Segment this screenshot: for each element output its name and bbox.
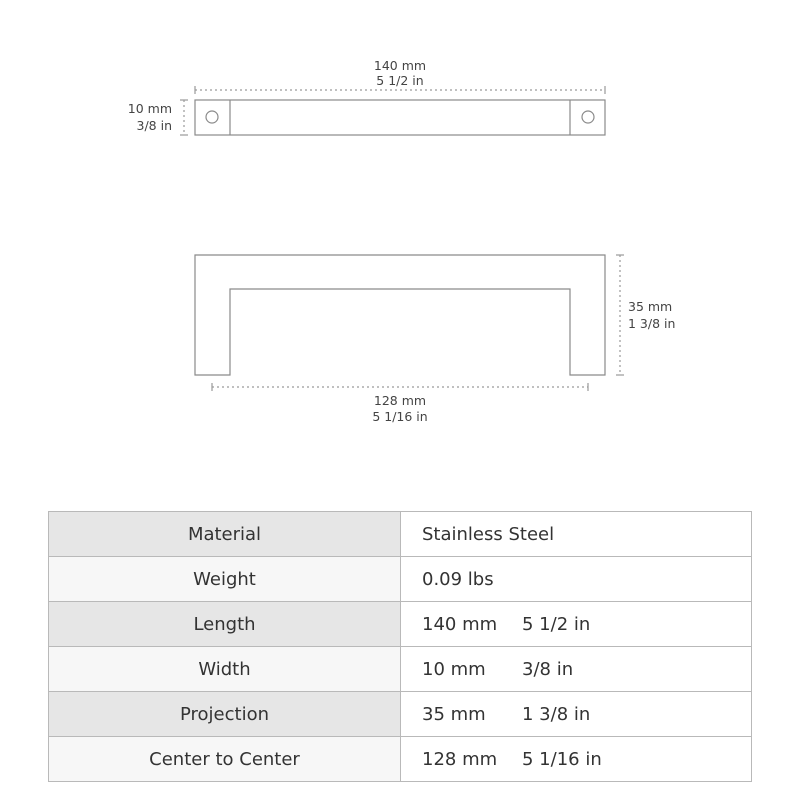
spec-imperial: 3/8 in (522, 658, 574, 680)
top-length-mm: 140 mm (373, 58, 427, 73)
center-in: 5 1/16 in (372, 409, 428, 424)
spec-imperial: 5 1/2 in (522, 613, 591, 635)
projection-in: 1 3/8 in (628, 316, 676, 331)
spec-value (401, 647, 752, 692)
screw-hole-right-icon (582, 111, 594, 123)
spec-table (48, 511, 752, 782)
top-length-in: 5 1/2 in (376, 73, 424, 88)
handle-top-view (195, 100, 605, 135)
spec-value: 0.09 lbs (401, 557, 752, 602)
spec-metric: 128 mm (422, 748, 498, 770)
screw-hole-left-icon (206, 111, 218, 123)
top-width-in: 3/8 in (136, 118, 172, 133)
spec-row-width (49, 647, 752, 692)
spec-label: Material (49, 512, 401, 557)
handle-top-outline (195, 100, 605, 135)
spec-metric: 10 mm (422, 658, 486, 680)
spec-row-material (49, 512, 752, 557)
center-mm: 128 mm (373, 393, 427, 408)
spec-label: Width (49, 647, 401, 692)
spec-imperial: 5 1/16 in (522, 748, 602, 770)
spec-label: Length (49, 602, 401, 647)
spec-metric: 35 mm (422, 703, 486, 725)
spec-label: Projection (49, 692, 401, 737)
projection-mm: 35 mm (628, 299, 673, 314)
spec-value (401, 602, 752, 647)
handle-side-view (195, 255, 605, 375)
spec-imperial: 1 3/8 in (522, 703, 591, 725)
spec-row-length (49, 602, 752, 647)
spec-label: Center to Center (49, 737, 401, 782)
spec-row-weight (49, 557, 752, 602)
spec-metric: 140 mm (422, 613, 498, 635)
spec-row-projection (49, 692, 752, 737)
top-width-mm: 10 mm (127, 101, 172, 116)
spec-value (401, 692, 752, 737)
spec-value: Stainless Steel (401, 512, 752, 557)
spec-value (401, 737, 752, 782)
spec-label: Weight (49, 557, 401, 602)
spec-row-center-to-center (49, 737, 752, 782)
